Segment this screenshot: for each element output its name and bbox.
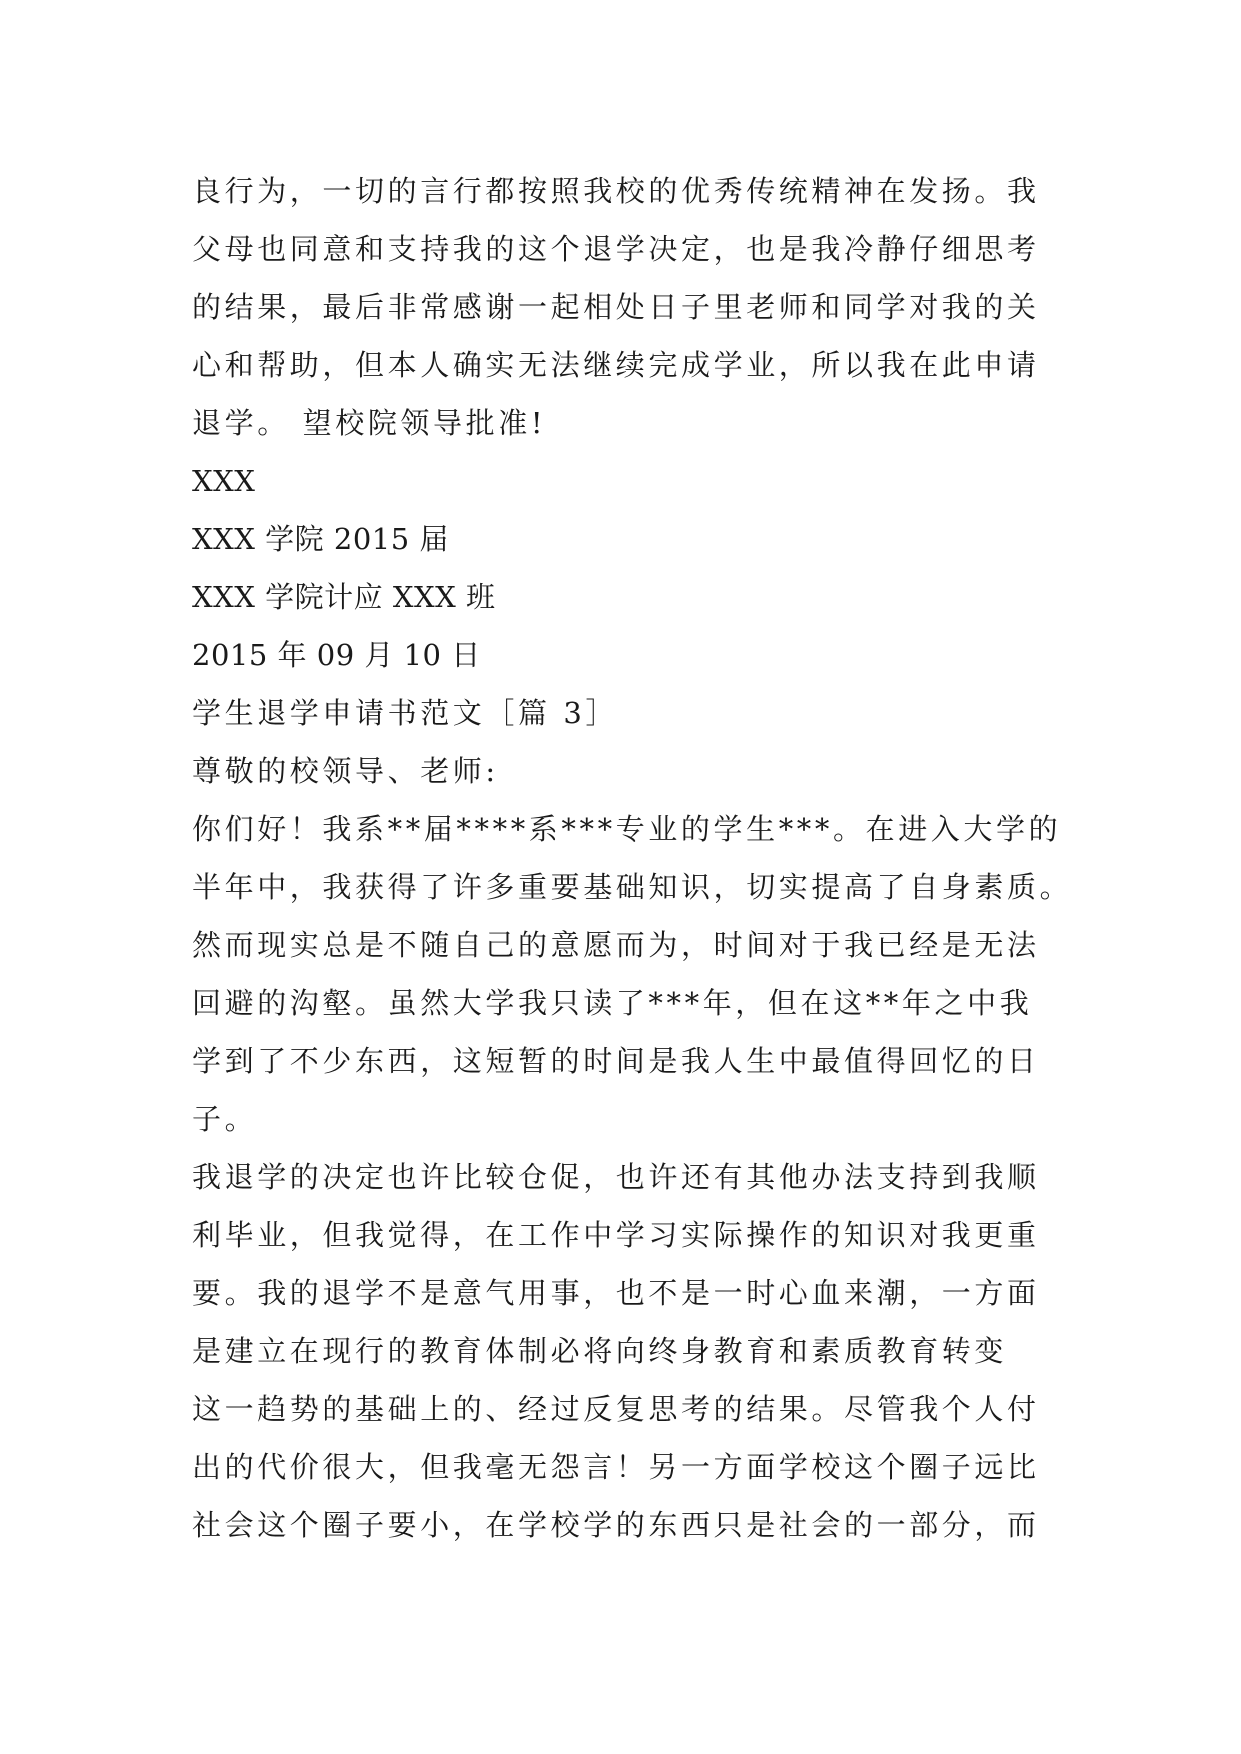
body-line: 子。 [192, 1102, 258, 1136]
body-line: 要。我的退学不是意气用事，也不是一时心血来潮，一方面 [192, 1276, 1040, 1310]
signature-college-year: XXX 学院 2015 届 [192, 522, 449, 556]
section-title: 学生退学申请书范文［篇 3］ [192, 696, 619, 730]
document-body [192, 162, 1073, 1554]
body-line: 良行为，一切的言行都按照我校的优秀传统精神在发扬。我 [192, 174, 1040, 208]
body-line: 然而现实总是不随自己的意愿而为，时间对于我已经是无法 [192, 928, 1040, 962]
body-line: 出的代价很大，但我毫无怨言！另一方面学校这个圈子远比 [192, 1450, 1040, 1484]
signature-date: 2015 年 09 月 10 日 [192, 638, 481, 672]
signature-class: XXX 学院计应 XXX 班 [192, 580, 496, 614]
body-line: 是建立在现行的教育体制必将向终身教育和素质教育转变 [192, 1334, 1008, 1368]
body-line: 的结果，最后非常感谢一起相处日子里老师和同学对我的关 [192, 290, 1040, 324]
body-line: 这一趋势的基础上的、经过反复思考的结果。尽管我个人付 [192, 1392, 1040, 1426]
body-line: 社会这个圈子要小，在学校学的东西只是社会的一部分，而 [192, 1508, 1040, 1542]
salutation: 尊敬的校领导、老师: [192, 754, 499, 788]
body-line: 利毕业，但我觉得，在工作中学习实际操作的知识对我更重 [192, 1218, 1040, 1252]
body-line: 我退学的决定也许比较仓促，也许还有其他办法支持到我顺 [192, 1160, 1040, 1194]
body-line: 退学。 望校院领导批准! [192, 406, 547, 440]
signature-name: XXX [192, 464, 256, 498]
body-line: 学到了不少东西，这短暂的时间是我人生中最值得回忆的日 [192, 1044, 1040, 1078]
body-line: 父母也同意和支持我的这个退学决定，也是我冷静仔细思考 [192, 232, 1040, 266]
body-line: 半年中，我获得了许多重要基础知识，切实提高了自身素质。 [192, 870, 1073, 904]
body-line: 你们好！我系**届****系***专业的学生***。在进入大学的 [192, 812, 1062, 846]
body-line: 心和帮助，但本人确实无法继续完成学业，所以我在此申请 [192, 348, 1040, 382]
body-line: 回避的沟壑。虽然大学我只读了***年，但在这**年之中我 [192, 986, 1033, 1020]
